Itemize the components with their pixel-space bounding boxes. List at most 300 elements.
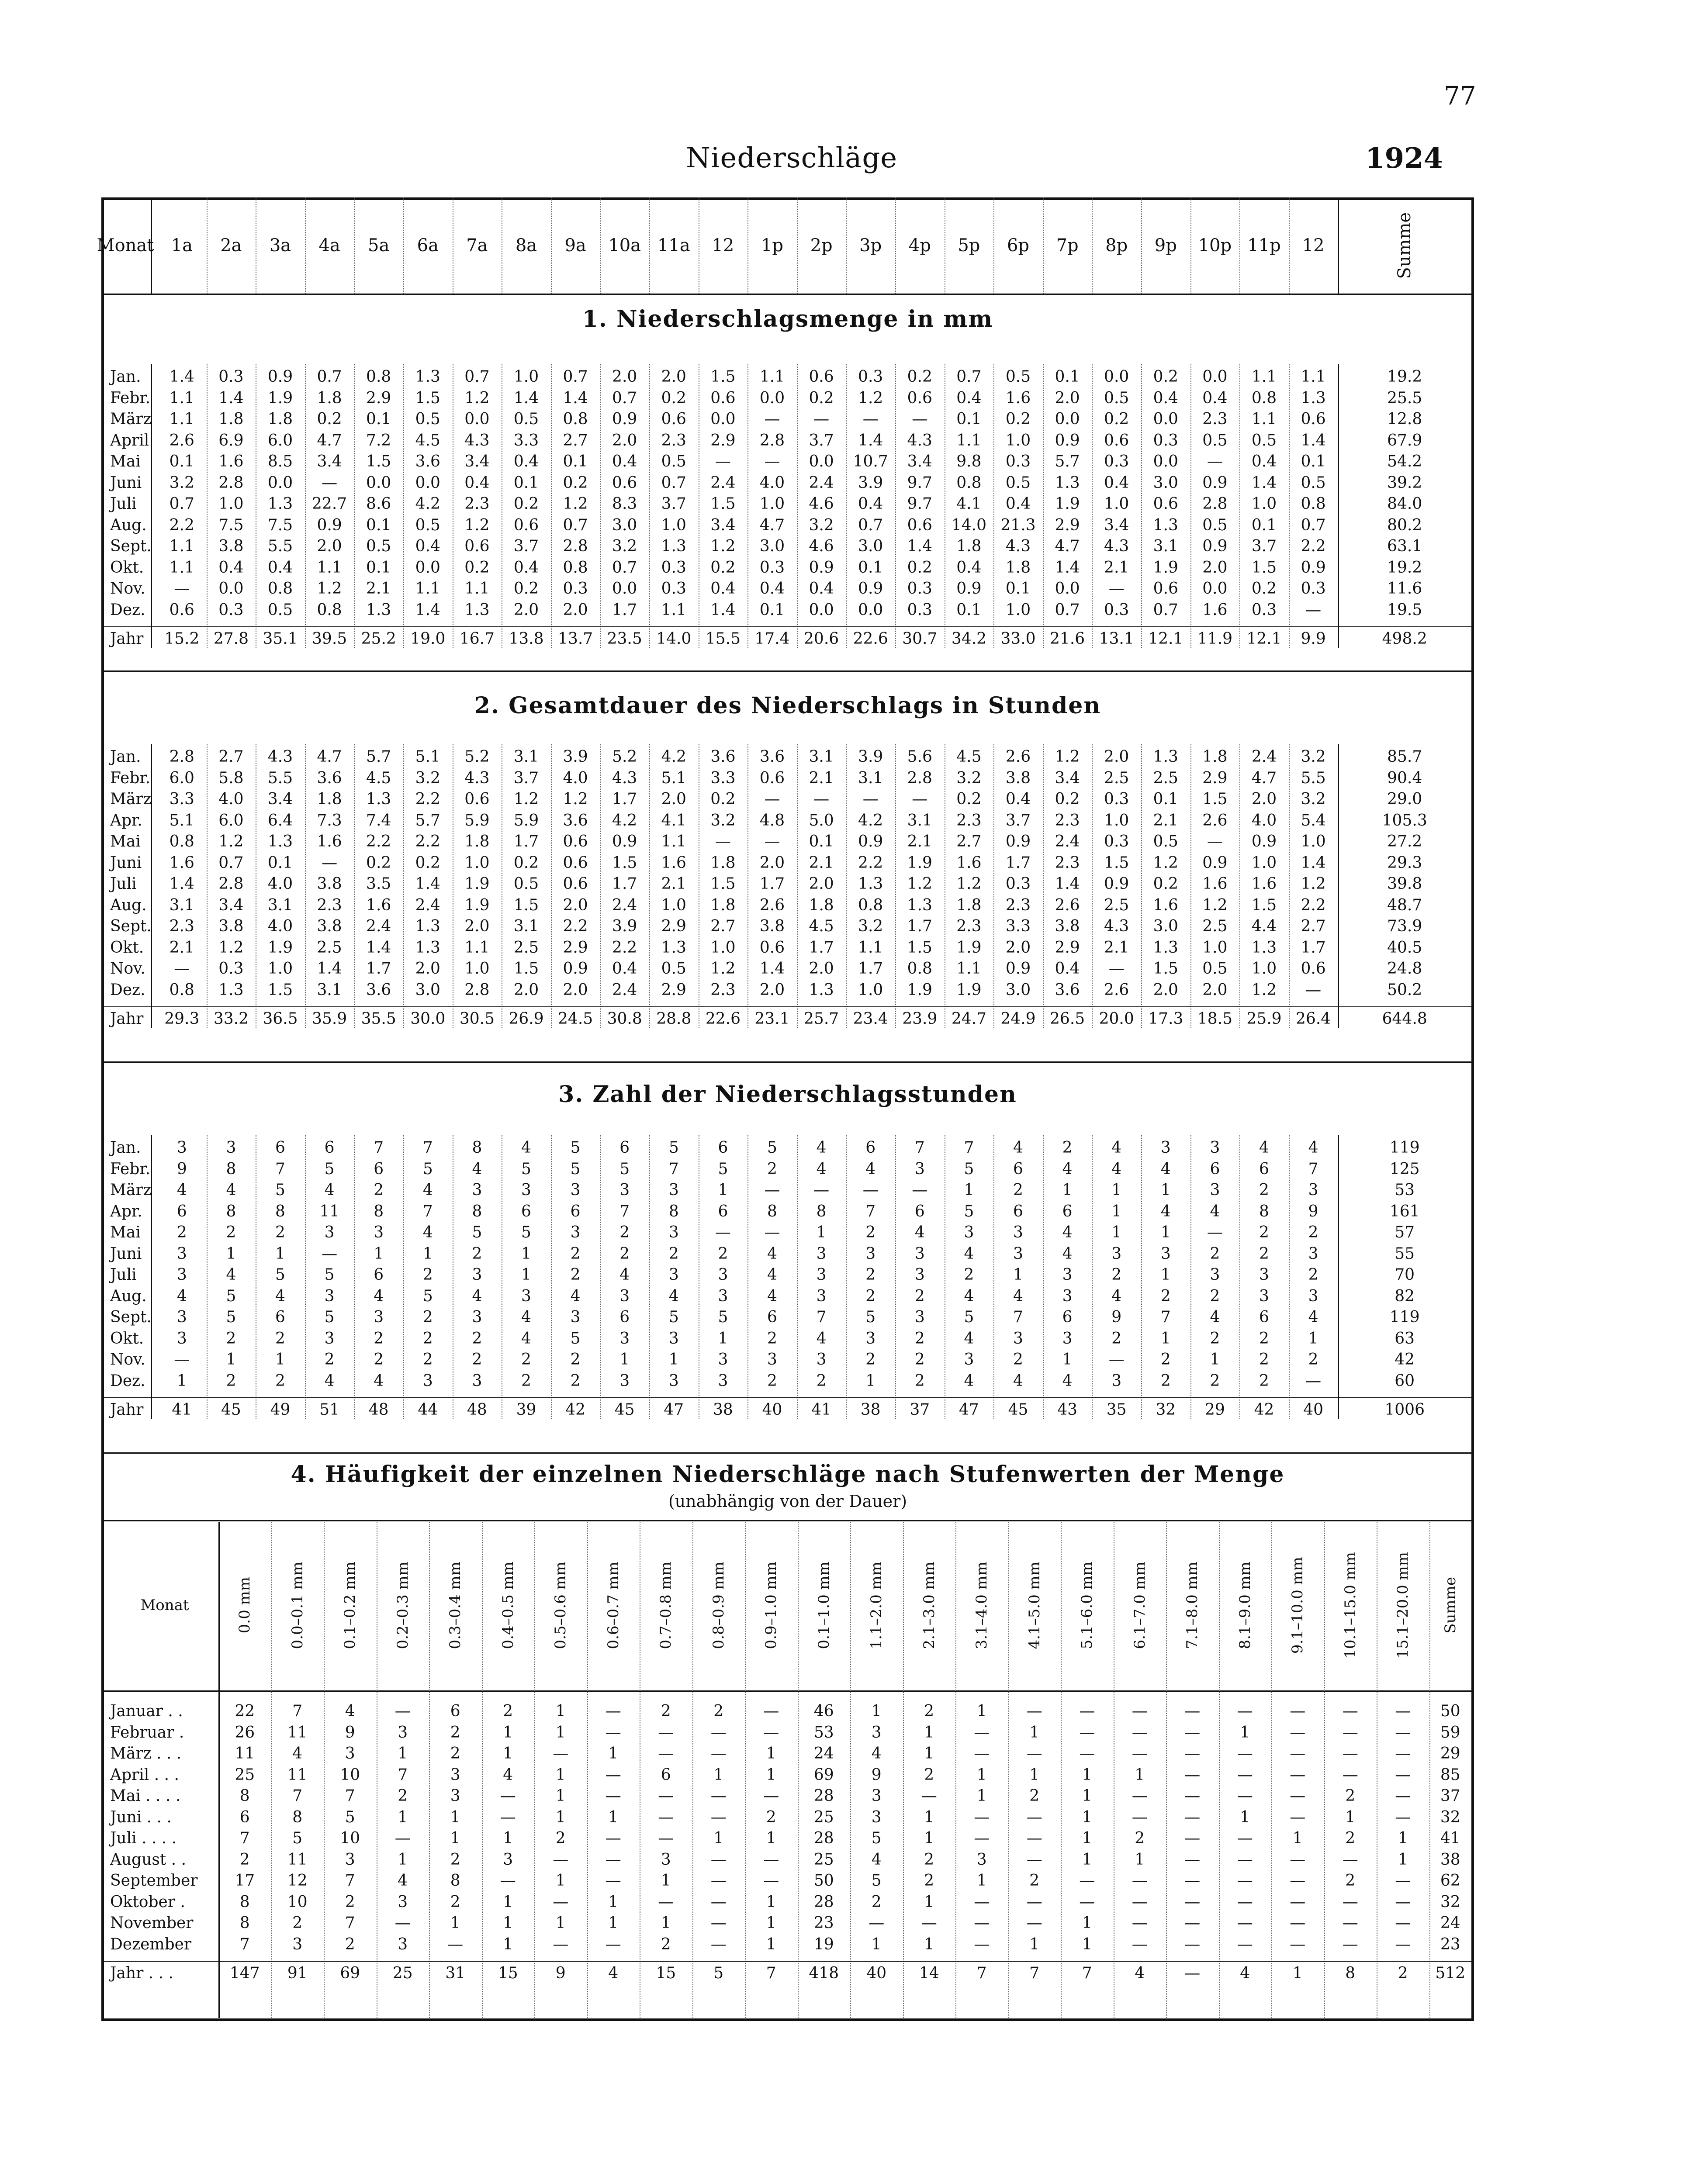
table-cell: 67.9 [1387, 431, 1422, 449]
table-cell: 4.5 [366, 769, 391, 787]
table-cell: 30.0 [410, 1010, 446, 1028]
table-cell: 1.1 [169, 389, 194, 407]
table-cell: 2 [1308, 1266, 1318, 1284]
table-cell: 24 [1440, 1914, 1460, 1932]
table-cell: 48 [368, 1401, 389, 1419]
table-cell: 85.7 [1387, 748, 1422, 766]
table-cell: 45 [221, 1401, 241, 1419]
table-cell: 0.3 [1104, 453, 1129, 470]
table-cell: 0.2 [513, 495, 539, 513]
table-cell: — [763, 1872, 779, 1890]
table-cell: 3 [718, 1287, 728, 1305]
table-cell: — [1395, 1723, 1411, 1742]
table-cell: 1.5 [415, 389, 440, 407]
table-cell: 1.7 [759, 875, 785, 893]
row-label: Dez. [110, 601, 145, 619]
table-cell: 125 [1389, 1160, 1420, 1178]
table-row [101, 600, 1474, 620]
table-cell: 0.8 [907, 960, 932, 978]
table-cell: 39.2 [1387, 473, 1422, 492]
range-column-header-text: 9.1–10.0 mm [1289, 1556, 1307, 1654]
table-cell: 1.4 [317, 960, 342, 978]
table-cell: 1.9 [907, 981, 932, 999]
row-label: April [110, 431, 149, 449]
table-cell: 3.7 [1251, 537, 1277, 555]
row-label: Januar . . [110, 1702, 183, 1720]
table-cell: 7 [1082, 1964, 1092, 1982]
table-cell: 1.8 [956, 896, 982, 914]
table-cell: — [605, 1787, 621, 1805]
range-column-header [1061, 1524, 1114, 1686]
table-cell: — [1184, 1829, 1201, 1847]
row-label: Juni [110, 854, 142, 872]
table-cell: 2.4 [710, 473, 736, 492]
table-cell: 0.9 [956, 580, 982, 598]
table-cell: 512 [1435, 1964, 1466, 1982]
table-cell: 1.8 [1202, 748, 1228, 766]
table-cell: 4 [275, 1287, 285, 1305]
range-column-header-text: 3.1–4.0 mm [973, 1561, 991, 1649]
table-cell: 3 [345, 1745, 355, 1762]
table-cell: 3 [1308, 1181, 1318, 1199]
table-cell: 1 [964, 1181, 974, 1199]
table-cell: — [394, 1829, 411, 1847]
row-label: Okt. [110, 558, 144, 577]
table-cell: 41 [1440, 1829, 1460, 1847]
table-cell: 1.9 [956, 981, 982, 999]
table-cell: 1.4 [563, 389, 588, 407]
table-cell: 0.1 [1301, 453, 1326, 470]
table-cell: 1 [924, 1829, 934, 1847]
table-cell: 1.5 [1251, 896, 1277, 914]
table-cell: 1 [1292, 1829, 1303, 1847]
table-cell: 1 [1240, 1808, 1250, 1826]
table-cell: 28.8 [656, 1010, 692, 1028]
table-cell: 1.4 [1055, 558, 1080, 577]
table-cell: 3.4 [218, 896, 244, 914]
table-cell: — [1207, 453, 1223, 470]
table-cell: 0.2 [317, 410, 342, 428]
table-cell: 4.0 [1251, 811, 1277, 829]
range-column-header-text: 0.8–0.9 mm [709, 1561, 727, 1649]
table-cell: 4 [1013, 1287, 1023, 1305]
table-cell: 2.0 [317, 537, 342, 555]
table-cell: 0.3 [563, 580, 588, 598]
table-cell: 1.0 [513, 368, 539, 386]
table-cell: — [974, 1808, 990, 1826]
table-cell: 2 [668, 1244, 679, 1263]
column-rule [1289, 364, 1290, 648]
table-cell: 0.1 [956, 601, 982, 619]
row-label: Mai . . . . [110, 1787, 181, 1805]
table-cell: 1.6 [1153, 896, 1178, 914]
table-cell: 47 [664, 1401, 684, 1419]
table-cell: 0.9 [858, 580, 883, 598]
table-cell: 2.0 [759, 981, 785, 999]
table-cell: 40 [1303, 1401, 1323, 1419]
table-cell: 1.1 [169, 537, 194, 555]
table-cell: 1.2 [563, 495, 588, 513]
table-cell: 26.9 [509, 1010, 544, 1028]
table-cell: 35.9 [312, 1010, 347, 1028]
table-cell: 0.1 [169, 453, 194, 470]
table-cell: 1.0 [1104, 811, 1129, 829]
table-cell: — [553, 1935, 569, 1953]
table-cell: 38 [860, 1401, 881, 1419]
row-label: Februar . [110, 1723, 184, 1742]
table-cell: 29 [1440, 1745, 1460, 1762]
table-cell: 91 [287, 1964, 308, 1982]
table-cell: 1 [1082, 1766, 1092, 1784]
table-cell: 37 [1440, 1787, 1460, 1805]
hour-column-header: 8p [1105, 235, 1128, 256]
table-cell: 7.5 [218, 516, 244, 534]
column-rule [324, 1522, 325, 2018]
table-cell: 1 [713, 1829, 724, 1847]
table-cell: 2 [865, 1223, 876, 1241]
table-cell: 1.7 [612, 601, 637, 619]
table-cell: 0.8 [1301, 495, 1326, 513]
table-cell: 1 [766, 1914, 776, 1932]
table-cell: 1 [555, 1872, 566, 1890]
table-cell: 8.6 [366, 495, 391, 513]
table-cell: 3.6 [317, 769, 342, 787]
range-column-header [1166, 1524, 1219, 1686]
table-cell: 5 [871, 1872, 882, 1890]
table-cell: 0.3 [1251, 601, 1277, 619]
table-cell: 1.3 [267, 495, 293, 513]
table-cell: 1 [766, 1745, 776, 1762]
table-cell: 2 [914, 1351, 925, 1368]
hour-column-header: 1a [171, 235, 193, 256]
table-cell: 1.5 [1104, 854, 1129, 872]
table-cell: 1 [1029, 1723, 1040, 1742]
column-rule [846, 744, 847, 1028]
range-column-header [218, 1524, 271, 1686]
hour-column-header: 9p [1154, 235, 1177, 256]
table-cell: 1.3 [415, 938, 440, 957]
table-cell: 3.0 [759, 537, 785, 555]
table-cell: 0.0 [218, 580, 244, 598]
table-cell: 1.4 [1301, 854, 1326, 872]
table-cell: — [1184, 1935, 1201, 1953]
table-cell: 0.2 [1055, 790, 1080, 808]
table-cell: 4 [1062, 1160, 1073, 1178]
table-cell: 4 [619, 1266, 630, 1284]
table-cell: 0.0 [1202, 368, 1228, 386]
table-cell: 3 [1062, 1329, 1073, 1348]
table-cell: 1.4 [218, 389, 244, 407]
table-cell: 3 [472, 1308, 482, 1326]
table-row [101, 938, 1474, 958]
table-cell: 1.6 [1251, 875, 1277, 893]
table-cell: 5 [713, 1964, 724, 1982]
table-cell: — [174, 960, 190, 978]
table-cell: 1.0 [858, 981, 883, 999]
table-cell: — [1305, 601, 1322, 619]
table-cell: 0.3 [218, 601, 244, 619]
row-label: Mai [110, 453, 141, 470]
table-cell: 2.0 [612, 368, 637, 386]
table-cell: 1.2 [710, 537, 736, 555]
table-cell: 3 [1013, 1223, 1023, 1241]
column-rule [1190, 364, 1191, 648]
table-cell: — [1290, 1702, 1306, 1720]
table-cell: — [322, 854, 338, 872]
table-cell: 5 [521, 1223, 531, 1241]
table-cell: 0.2 [1104, 410, 1129, 428]
table-cell: 0.4 [809, 580, 834, 598]
table-cell: 161 [1389, 1202, 1420, 1220]
table-cell: — [912, 410, 928, 428]
table-cell: 3.9 [858, 473, 883, 492]
table-cell: 1 [503, 1723, 513, 1742]
table-cell: 0.7 [563, 516, 588, 534]
column-rule [600, 364, 601, 648]
table-cell: 0.4 [513, 558, 539, 577]
table-cell: 1 [871, 1702, 882, 1720]
table-cell: 2.0 [1251, 790, 1277, 808]
table-cell: 1 [1082, 1808, 1092, 1826]
table-cell: — [921, 1914, 937, 1932]
table-cell: 5 [871, 1829, 882, 1847]
row-label: März [110, 1181, 152, 1199]
table-cell: 9 [345, 1723, 355, 1742]
month-column-header: Monat [97, 235, 154, 256]
table-cell: 0.1 [1251, 516, 1277, 534]
table-cell: — [1184, 1964, 1201, 1982]
table-cell: 8 [472, 1202, 482, 1220]
table-cell: — [1290, 1723, 1306, 1742]
table-cell: 119 [1389, 1139, 1420, 1157]
table-cell: 3.1 [513, 748, 539, 766]
table-cell: 3 [767, 1351, 777, 1368]
table-cell: 2.0 [809, 875, 834, 893]
table-cell: 4 [176, 1287, 187, 1305]
range-column-header-text: 5.1–6.0 mm [1078, 1561, 1096, 1649]
table-cell: 6 [661, 1766, 671, 1784]
table-cell: 24.9 [1000, 1010, 1036, 1028]
table-cell: 10 [287, 1893, 308, 1911]
table-cell: 5 [324, 1308, 335, 1326]
table-cell: 2 [521, 1351, 531, 1368]
table-cell: 2 [398, 1787, 408, 1805]
table-cell: 0.5 [513, 875, 539, 893]
table-cell: 3.3 [1005, 917, 1031, 935]
table-cell: 0.1 [1153, 790, 1178, 808]
table-row [101, 747, 1474, 767]
table-cell: 0.8 [956, 473, 982, 492]
divider [101, 1061, 1474, 1063]
range-column-header [903, 1524, 956, 1686]
table-cell: 73.9 [1387, 917, 1422, 935]
table-cell: 7 [422, 1202, 433, 1220]
table-cell: — [1342, 1723, 1358, 1742]
table-cell: 9 [1111, 1308, 1122, 1326]
table-cell: 4.5 [956, 748, 982, 766]
table-cell: 3.4 [267, 790, 293, 808]
row-label: Mai [110, 1223, 141, 1241]
table-cell: 9.7 [907, 473, 932, 492]
table-cell: 2 [865, 1266, 876, 1284]
table-cell: 0.5 [1153, 833, 1178, 850]
table-cell: 2.6 [1202, 811, 1228, 829]
table-cell: 0.3 [218, 960, 244, 978]
table-cell: 19.2 [1387, 558, 1422, 577]
column-rule [797, 197, 798, 294]
range-column-header-text: 0.9–1.0 mm [762, 1561, 780, 1649]
table-cell: 0.4 [1153, 389, 1178, 407]
table-cell: 2 [1135, 1829, 1145, 1847]
table-cell: 3.9 [858, 748, 883, 766]
table-cell: 3.2 [612, 537, 637, 555]
table-cell: 63 [1395, 1329, 1415, 1348]
table-cell: 9 [1308, 1202, 1318, 1220]
table-cell: 2 [422, 1351, 433, 1368]
table-cell: — [1026, 1745, 1042, 1762]
table-cell: — [1290, 1850, 1306, 1869]
row-label: Nov. [110, 960, 145, 978]
table-cell: 5.7 [1055, 453, 1080, 470]
table-cell: 69 [340, 1964, 360, 1982]
table-cell: 1.8 [464, 833, 490, 850]
table-cell: 7 [345, 1914, 355, 1932]
table-cell: 1 [924, 1745, 934, 1762]
table-cell: 3.8 [218, 917, 244, 935]
table-cell: 2.9 [661, 981, 686, 999]
table-cell: 0.2 [513, 580, 539, 598]
table-cell: 1.6 [1202, 875, 1228, 893]
table-cell: 1 [661, 1914, 671, 1932]
table-cell: 0.6 [563, 875, 588, 893]
table-row [101, 1180, 1474, 1200]
table-cell: 0.5 [1202, 431, 1228, 449]
table-cell: 5 [964, 1308, 974, 1326]
table-cell: 2.1 [366, 580, 391, 598]
table-cell: 11 [287, 1850, 308, 1869]
table-cell: 1 [450, 1914, 460, 1932]
table-cell: 21.6 [1050, 630, 1085, 648]
range-column-header-text: 0.4–0.5 mm [499, 1561, 517, 1649]
table-cell: 0.5 [366, 537, 391, 555]
table-cell: 2 [472, 1244, 482, 1263]
table-cell: 1.9 [956, 938, 982, 957]
table-cell: 0.4 [1104, 473, 1129, 492]
table-cell: 1.4 [415, 601, 440, 619]
row-label: Jahr [110, 1401, 144, 1419]
table-cell: 1006 [1384, 1401, 1425, 1419]
table-cell: 4 [176, 1181, 187, 1199]
table-cell: 7 [1029, 1964, 1040, 1982]
table-cell: 0.3 [907, 601, 932, 619]
table-cell: 4 [871, 1850, 882, 1869]
table-cell: — [1079, 1872, 1095, 1890]
column-rule [551, 744, 552, 1028]
table-cell: 1 [1082, 1850, 1092, 1869]
table-cell: 1.1 [956, 431, 982, 449]
table-cell: 29 [1204, 1401, 1225, 1419]
table-cell: 3 [226, 1139, 236, 1157]
table-cell: 0.5 [1202, 516, 1228, 534]
range-column-header [1114, 1524, 1166, 1686]
section4-title: 4. Häufigkeit der einzelnen Niederschläge nach Stufenwerten der Menge [291, 1461, 1285, 1488]
table-cell: — [974, 1745, 990, 1762]
table-cell: 0.5 [661, 453, 686, 470]
column-rule [850, 1522, 851, 2018]
column-rule [1190, 744, 1191, 1028]
column-rule [1092, 197, 1093, 294]
table-cell: 0.6 [464, 537, 490, 555]
column-rule [747, 1135, 748, 1419]
column-rule [600, 197, 601, 294]
table-cell: 0.0 [858, 601, 883, 619]
table-cell: 6 [619, 1139, 630, 1157]
table-cell: 2.0 [563, 981, 588, 999]
table-cell: 1 [226, 1244, 236, 1263]
table-cell: 1.4 [759, 960, 785, 978]
table-cell: 3 [914, 1160, 925, 1178]
table-cell: 2.4 [366, 917, 391, 935]
table-cell: 2.0 [1005, 938, 1031, 957]
table-cell: 1 [275, 1244, 285, 1263]
table-cell: — [1290, 1787, 1306, 1805]
table-cell: 3.4 [907, 453, 932, 470]
table-cell: 2 [275, 1329, 285, 1348]
row-label: Aug. [110, 1287, 147, 1305]
table-cell: 17.3 [1148, 1010, 1183, 1028]
table-cell: 15.2 [164, 630, 200, 648]
table-cell: 2.1 [1104, 558, 1129, 577]
table-cell: 3 [374, 1308, 384, 1326]
table-cell: 0.2 [1153, 368, 1178, 386]
column-rule [895, 364, 896, 648]
table-cell: 2.9 [1055, 516, 1080, 534]
table-cell: 55 [1395, 1244, 1415, 1263]
table-cell: 1 [1111, 1223, 1122, 1241]
column-rule [1190, 1135, 1191, 1419]
hour-column-header: 12 [712, 235, 734, 256]
table-cell: 0.2 [415, 854, 440, 872]
column-rule [354, 744, 355, 1028]
table-cell: 2.9 [1055, 938, 1080, 957]
table-cell: 11 [287, 1766, 308, 1784]
table-cell: 2 [176, 1223, 187, 1241]
table-cell: 2.2 [169, 516, 194, 534]
table-cell: 4 [570, 1287, 581, 1305]
table-cell: 3.6 [759, 748, 785, 766]
table-cell: 19.2 [1387, 368, 1422, 386]
table-cell: 7 [619, 1202, 630, 1220]
table-cell: 2.3 [464, 495, 490, 513]
table-cell: — [1290, 1935, 1306, 1953]
table-cell: — [500, 1872, 516, 1890]
table-cell: 0.1 [858, 558, 883, 577]
table-cell: 0.4 [1202, 389, 1228, 407]
table-cell: 41 [172, 1401, 192, 1419]
hour-column-header: 5a [368, 235, 390, 256]
table-cell: 5 [422, 1287, 433, 1305]
table-cell: 5.5 [267, 769, 293, 787]
table-cell: 2.2 [1301, 896, 1326, 914]
table-row [101, 367, 1474, 387]
table-cell: 0.6 [759, 938, 785, 957]
table-cell: 1 [398, 1808, 408, 1826]
table-cell: 0.6 [612, 473, 637, 492]
table-cell: 0.2 [563, 473, 588, 492]
table-cell: 5 [345, 1808, 355, 1826]
table-cell: 3.8 [759, 917, 785, 935]
table-cell: 2 [914, 1329, 925, 1348]
